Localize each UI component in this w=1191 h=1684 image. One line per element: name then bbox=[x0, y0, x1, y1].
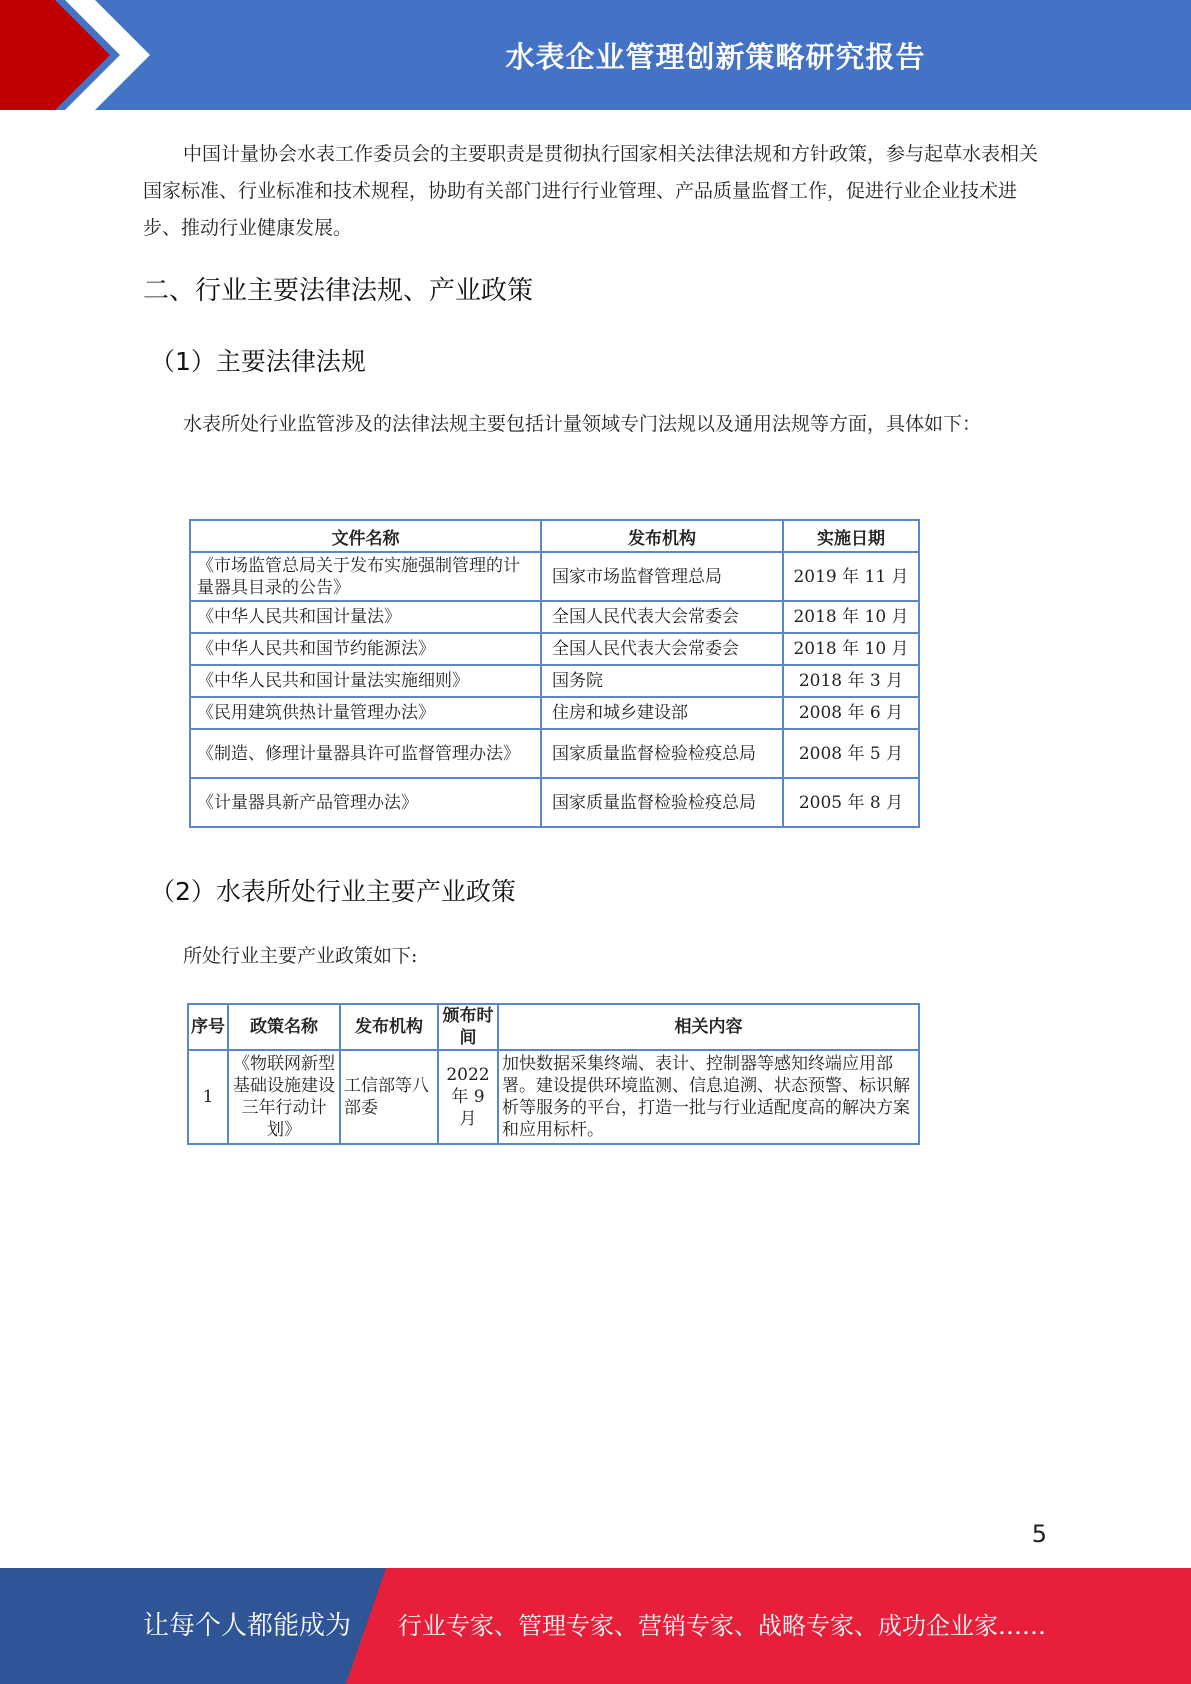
table-row bbox=[188, 1050, 919, 1144]
law-agency: 国务院 bbox=[541, 665, 783, 697]
table-header-row bbox=[188, 1004, 919, 1050]
policies-intro-paragraph: 所处行业主要产业政策如下: bbox=[183, 945, 418, 967]
law-name: 《中华人民共和国计量法实施细则》 bbox=[190, 665, 541, 697]
report-title: 水表企业管理创新策略研究报告 bbox=[505, 39, 926, 74]
subsection-heading-laws: （1）主要法律法规 bbox=[150, 347, 366, 376]
table-header-row bbox=[190, 520, 919, 552]
page-header bbox=[0, 0, 1191, 110]
page-footer bbox=[0, 1568, 1191, 1684]
policy-content: 加快数据采集终端、表计、控制器等感知终端应用部署。建设提供环境监测、信息追溯、状态预警、标识解析等服务的平台，打造一批与行业适配度高的解决方案和应用标杆。 bbox=[498, 1050, 919, 1144]
table-row bbox=[190, 601, 919, 633]
column-header: 序号 bbox=[188, 1004, 228, 1050]
law-name: 《制造、修理计量器具许可监督管理办法》 bbox=[190, 729, 541, 778]
table-row bbox=[190, 633, 919, 665]
law-date: 2018 年 3 月 bbox=[783, 665, 919, 697]
table-row bbox=[190, 778, 919, 827]
laws-intro-paragraph: 水表所处行业监管涉及的法律法规主要包括计量领域专门法规以及通用法规等方面，具体如下： bbox=[183, 413, 982, 435]
section-heading: 二、行业主要法律法规、产业政策 bbox=[143, 276, 534, 306]
subsection-heading-policies: （2）水表所处行业主要产业政策 bbox=[150, 877, 516, 906]
footer-slogan-left: 让每个人都能成为 bbox=[143, 1611, 352, 1641]
law-name: 《民用建筑供热计量管理办法》 bbox=[190, 697, 541, 729]
law-date: 2019 年 11 月 bbox=[783, 552, 919, 601]
law-name: 《中华人民共和国计量法》 bbox=[190, 601, 541, 633]
law-agency: 全国人民代表大会常委会 bbox=[541, 601, 783, 633]
law-name: 《中华人民共和国节约能源法》 bbox=[190, 633, 541, 665]
policies-table bbox=[187, 1003, 920, 1145]
law-date: 2018 年 10 月 bbox=[783, 633, 919, 665]
footer-slogan-right: 行业专家、管理专家、营销专家、战略专家、成功企业家…… bbox=[398, 1612, 1046, 1640]
column-header: 颁布时间 bbox=[438, 1004, 498, 1050]
law-agency: 全国人民代表大会常委会 bbox=[541, 633, 783, 665]
page-number: 5 bbox=[1031, 1520, 1047, 1548]
column-header: 相关内容 bbox=[498, 1004, 919, 1050]
law-name: 《市场监管总局关于发布实施强制管理的计量器具目录的公告》 bbox=[190, 552, 541, 601]
law-date: 2008 年 6 月 bbox=[783, 697, 919, 729]
policy-name: 《物联网新型基础设施建设三年行动计划》 bbox=[228, 1050, 340, 1144]
law-agency: 国家质量监督检验检疫总局 bbox=[541, 778, 783, 827]
law-agency: 国家市场监督管理总局 bbox=[541, 552, 783, 601]
law-agency: 国家质量监督检验检疫总局 bbox=[541, 729, 783, 778]
column-header: 发布机构 bbox=[340, 1004, 438, 1050]
chevron-arrow-icon bbox=[0, 0, 160, 110]
column-header: 发布机构 bbox=[541, 520, 783, 552]
laws-table bbox=[189, 519, 920, 828]
column-header: 政策名称 bbox=[228, 1004, 340, 1050]
table-row bbox=[190, 697, 919, 729]
table-row bbox=[190, 665, 919, 697]
policy-agency: 工信部等八部委 bbox=[340, 1050, 438, 1144]
law-date: 2005 年 8 月 bbox=[783, 778, 919, 827]
policy-time: 2022 年 9 月 bbox=[438, 1050, 498, 1144]
table-row bbox=[190, 552, 919, 601]
law-name: 《计量器具新产品管理办法》 bbox=[190, 778, 541, 827]
law-agency: 住房和城乡建设部 bbox=[541, 697, 783, 729]
law-date: 2018 年 10 月 bbox=[783, 601, 919, 633]
table-row bbox=[190, 729, 919, 778]
intro-paragraph: 中国计量协会水表工作委员会的主要职责是贯彻执行国家相关法律法规和方针政策，参与起草水表相关国家标准、行业标准和技术规程，协助有关部门进行行业管理、产品质量监督工作，促进行业企业技术进步、推动行业健康发展。 bbox=[143, 143, 1039, 239]
column-header: 实施日期 bbox=[783, 520, 919, 552]
law-date: 2008 年 5 月 bbox=[783, 729, 919, 778]
column-header: 文件名称 bbox=[190, 520, 541, 552]
policy-index: 1 bbox=[188, 1050, 228, 1144]
